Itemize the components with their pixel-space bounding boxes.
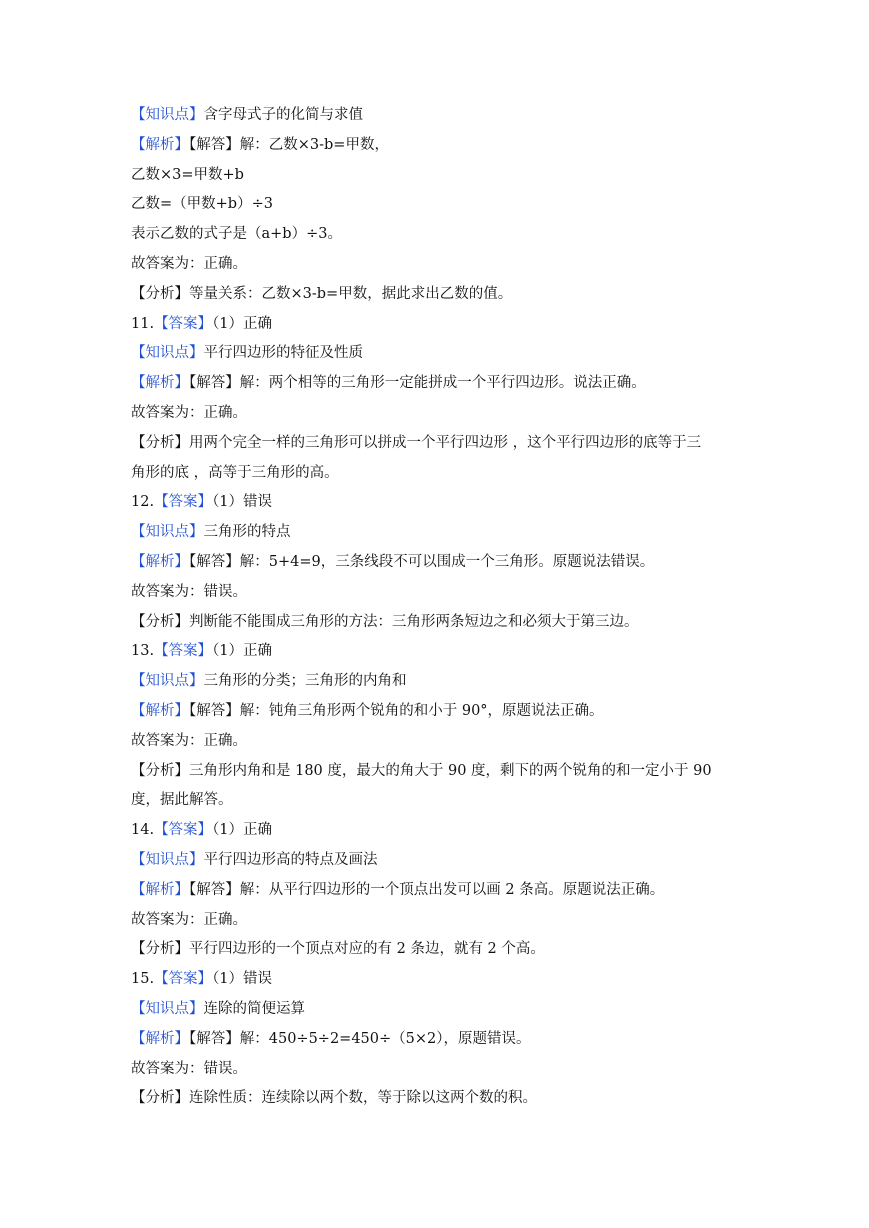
section-tag: 【知识点】 [131,851,204,868]
line-text: 解：从平行四边形的一个顶点出发可以画 2 条高。原题说法正确。 [239,881,665,898]
question-number: 13. [131,643,155,660]
question-number: 12. [131,494,155,511]
text-line [131,816,751,846]
section-tag: 【解析】 [131,702,189,719]
line-text: 平行四边形的一个顶点对应的有 2 条边，就有 2 个高。 [189,941,545,958]
answer-tag: 【解答】 [189,136,240,153]
text-line [131,1025,751,1055]
text-line [131,161,751,191]
text-line [131,1084,751,1114]
line-text: （1）错误 [212,494,273,511]
text-line [131,488,751,518]
section-tag: 【解析】 [131,136,189,153]
line-text: （1）正确 [212,643,273,660]
text-line [131,697,751,727]
text-line [131,220,751,250]
text-line [131,101,751,131]
text-line [131,578,751,608]
line-text: 乙数×3=甲数+b [131,166,244,183]
section-tag: 【知识点】 [131,345,204,362]
line-text: （1）正确 [212,315,273,332]
section-tag: 【分析】 [131,434,189,451]
section-tag: 【答案】 [154,643,213,660]
line-text: （1）正确 [212,822,273,839]
line-text: 故答案为：正确。 [131,911,247,928]
text-line [131,846,751,876]
line-text: 等量关系：乙数×3-b=甲数，据此求出乙数的值。 [189,285,513,302]
text-line [131,965,751,995]
section-tag: 【分析】 [131,285,189,302]
text-line [131,608,751,638]
line-text: 度，据此解答。 [131,792,233,809]
text-line [131,1055,751,1085]
line-text: 故答案为：错误。 [131,1060,247,1077]
line-text: （1）错误 [212,971,273,988]
text-line [131,637,751,667]
line-text: 故答案为：正确。 [131,732,247,749]
text-line [131,518,751,548]
text-line [131,876,751,906]
section-tag: 【解析】 [131,375,189,392]
line-text: 三角形内角和是 180 度，最大的角大于 90 度，剩下的两个锐角的和一定小于 90 [189,762,712,779]
line-text: 角形的底 ，高等于三角形的高。 [131,464,339,481]
line-text: 含字母式子的化简与求值 [203,107,363,123]
line-text: 解：钝角三角形两个锐角的和小于 90°，原题说法正确。 [239,702,604,719]
text-line [131,429,751,459]
section-tag: 【答案】 [154,315,213,332]
section-tag: 【分析】 [131,1090,189,1107]
answer-tag: 【解答】 [189,1030,240,1047]
text-line [131,995,751,1025]
text-line [131,339,751,369]
text-line [131,757,751,787]
text-line [131,459,751,489]
text-line [131,935,751,965]
line-text: 故答案为：正确。 [131,255,247,272]
section-tag: 【解析】 [131,881,189,898]
line-text: 解：两个相等的三角形一定能拼成一个平行四边形。说法正确。 [239,375,646,392]
line-text: 故答案为：错误。 [131,583,247,600]
section-tag: 【解析】 [131,553,189,570]
section-tag: 【解析】 [131,1030,189,1047]
text-line [131,786,751,816]
question-number: 14. [131,822,155,839]
text-line [131,250,751,280]
text-line [131,727,751,757]
line-text: 解：5+4=9，三条线段不可以围成一个三角形。原题说法错误。 [239,553,655,570]
line-text: 解：乙数×3-b=甲数， [239,136,389,153]
answer-tag: 【解答】 [189,375,240,392]
section-tag: 【分析】 [131,941,189,958]
line-text: 平行四边形高的特点及画法 [203,851,378,868]
section-tag: 【分析】 [131,762,189,779]
section-tag: 【答案】 [154,971,213,988]
section-tag: 【知识点】 [131,524,204,541]
text-line [131,369,751,399]
text-line [131,399,751,429]
answer-content [131,101,751,1114]
section-tag: 【分析】 [131,613,189,630]
question-number: 11. [131,315,155,332]
line-text: 乙数=（甲数+b）÷3 [131,196,273,213]
text-line [131,548,751,578]
line-text: 判断能不能围成三角形的方法：三角形两条短边之和必须大于第三边。 [189,613,639,630]
line-text: 连除性质：连续除以两个数，等于除以这两个数的积。 [189,1090,537,1107]
line-text: 表示乙数的式子是（a+b）÷3。 [131,226,342,243]
line-text: 三角形的分类；三角形的内角和 [203,673,407,690]
line-text: 平行四边形的特征及性质 [203,345,363,362]
text-line [131,190,751,220]
section-tag: 【知识点】 [131,673,204,690]
text-line [131,906,751,936]
section-tag: 【知识点】 [131,1000,204,1017]
question-number: 15. [131,971,155,988]
line-text: 用两个完全一样的三角形可以拼成一个平行四边形 ，这个平行四边形的底等于三 [189,434,702,451]
line-text: 三角形的特点 [203,524,291,541]
text-line [131,131,751,161]
section-tag: 【答案】 [154,494,213,511]
line-text: 解：450÷5÷2=450÷（5×2），原题错误。 [239,1030,531,1047]
answer-tag: 【解答】 [189,881,240,898]
answer-tag: 【解答】 [189,553,240,570]
line-text: 连除的简便运算 [203,1000,305,1017]
text-line [131,280,751,310]
text-line [131,310,751,340]
line-text: 故答案为：正确。 [131,404,247,421]
section-tag: 【知识点】 [131,107,204,123]
section-tag: 【答案】 [154,822,213,839]
text-line [131,667,751,697]
answer-tag: 【解答】 [189,702,240,719]
